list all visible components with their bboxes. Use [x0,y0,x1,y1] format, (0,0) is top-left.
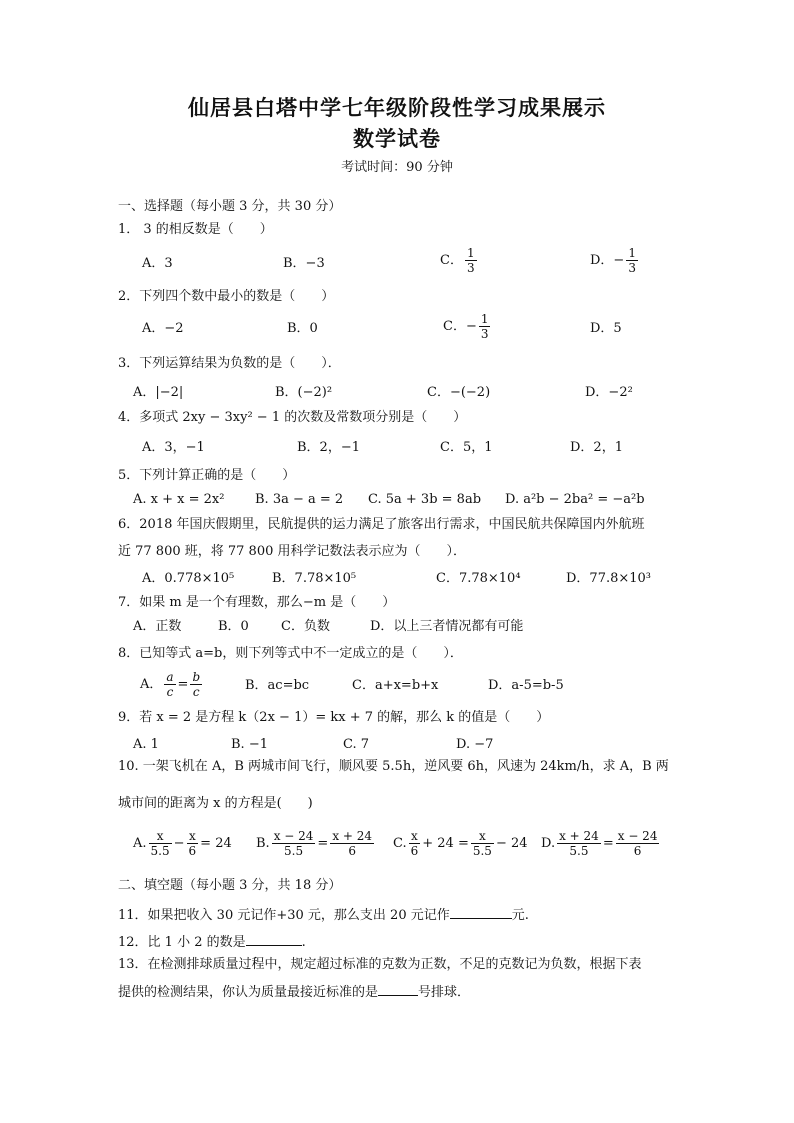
q1-option-a: A．3 [142,256,173,271]
q13-answer-blank[interactable] [378,983,418,996]
q3-option-c: C．−(−2) [427,385,491,400]
q4-stem: 4．多项式 2xy − 3xy² − 1 的次数及常数项分别是（ ） [118,410,467,425]
q13-stem-line1: 13．在检测排球质量过程中，规定超过标准的克数为正数，不足的克数记为负数，根据下表 [118,957,642,972]
q1-option-b: B．−3 [283,256,325,271]
q3-stem: 3．下列运算结果为负数的是（ ）． [118,356,341,371]
q8-option-c: C．a+x=b+x [352,678,439,693]
q5-option-c: C. 5a + 3b = 8ab [368,492,482,507]
q3-option-d: D．−2² [585,385,633,400]
q7-option-c: C．负数 [281,619,330,634]
q10-option-b: B. $\frac{x - 24}{5.5}$ = $\frac{x + 24}{6}$ [256,829,373,858]
q10-stem-line2: 城市间的距离为 x 的方程是( ) [118,796,313,811]
q7-option-b: B．0 [218,619,249,634]
q6-option-b: B．7.78×10⁵ [272,571,357,586]
q2-option-c: C．− $\frac{1}{3}$ [443,312,489,341]
q10-stem-line1: 10. 一架飞机在 A，B 两城市间飞行，顺风要 5.5h，逆风要 6h，风速为 24km/h，求 A，B 两 [118,759,669,774]
q2-stem: 2．下列四个数中最小的数是（ ） [118,289,335,304]
q3-option-b: B．(−2)² [275,385,333,400]
q9-option-d: D. −7 [456,737,494,752]
q4-option-a: A．3，−1 [142,440,205,455]
q4-option-d: D．2，1 [570,440,623,455]
q4-option-c: C．5，1 [440,440,493,455]
q9-option-b: B. −1 [231,737,268,752]
q13-stem-line2: 提供的检测结果，你认为质量最接近标准的是 号排球． [118,985,471,1000]
q11-answer-blank[interactable] [450,906,512,919]
q8-option-a: A． $\frac{a}{c}$ = $\frac{b}{c}$ [140,670,201,699]
q5-option-a: A. x + x = 2x² [133,492,225,507]
q8-option-b: B．ac=bc [245,678,310,693]
exam-title: 仙居县白塔中学七年级阶段性学习成果展示 [188,95,606,120]
q5-option-b: B. 3a − a = 2 [255,492,344,507]
q3-option-a: A．|−2| [133,385,184,400]
q7-option-a: A．正数 [133,619,182,634]
q2-option-a: A．−2 [142,321,184,336]
q6-option-a: A．0.778×10⁵ [142,571,235,586]
q8-option-d: D．a-5=b-5 [488,678,564,693]
q12-answer-blank[interactable] [246,933,302,946]
q8-stem: 8．已知等式 a=b，则下列等式中不一定成立的是（ ）． [118,646,463,661]
q6-stem-line2: 近 77 800 班，将 77 800 用科学记数法表示应为（ ）． [118,544,467,559]
q1-option-c: C． $\frac{1}{3}$ [440,246,475,275]
exam-subject: 数学试卷 [353,126,441,151]
q9-option-a: A. 1 [133,737,159,752]
q12-stem: 12．比 1 小 2 的数是 . [118,935,306,950]
section1-heading: 一、选择题（每小题 3 分，共 30 分） [118,199,342,214]
q10-option-c: C. $\frac{x}{6}$ + 24 = $\frac{x}{5.5}$ − 24 [393,829,528,858]
q5-stem: 5．下列计算正确的是（ ） [118,468,296,483]
exam-time: 考试时间：90 分钟 [341,160,453,175]
q9-stem: 9．若 x = 2 是方程 k（2x − 1）= kx + 7 的解，那么 k 的值是（ ） [118,710,550,725]
section2-heading: 二、填空题（每小题 3 分，共 18 分） [118,878,342,893]
q5-option-d: D. a²b − 2ba² = −a²b [505,492,645,507]
q7-option-d: D．以上三者情况都有可能 [370,619,524,634]
q6-option-d: D．77.8×10³ [566,571,652,586]
q9-option-c: C. 7 [343,737,370,752]
q7-stem: 7．如果 m 是一个有理数，那么−m 是（ ） [118,595,396,610]
q4-option-b: B．2，−1 [297,440,360,455]
q11-stem: 11．如果把收入 30 元记作+30 元，那么支出 20 元记作 元. [118,908,529,923]
q6-option-c: C．7.78×10⁴ [436,571,521,586]
q1-stem: 1． 3 的相反数是（ ） [118,222,273,237]
q10-option-a: A. $\frac{x}{5.5}$ − $\frac{x}{6}$ = 24 [133,829,232,858]
q6-stem-line1: 6．2018 年国庆假期里，民航提供的运力满足了旅客出行需求，中国民航共保障国内外航班 [118,517,645,532]
q2-option-b: B．0 [287,321,318,336]
q1-option-d: D．− $\frac{1}{3}$ [590,246,636,275]
q2-option-d: D．5 [590,321,622,336]
q10-option-d: D. $\frac{x + 24}{5.5}$ = $\frac{x - 24}{6}$ [541,829,658,858]
